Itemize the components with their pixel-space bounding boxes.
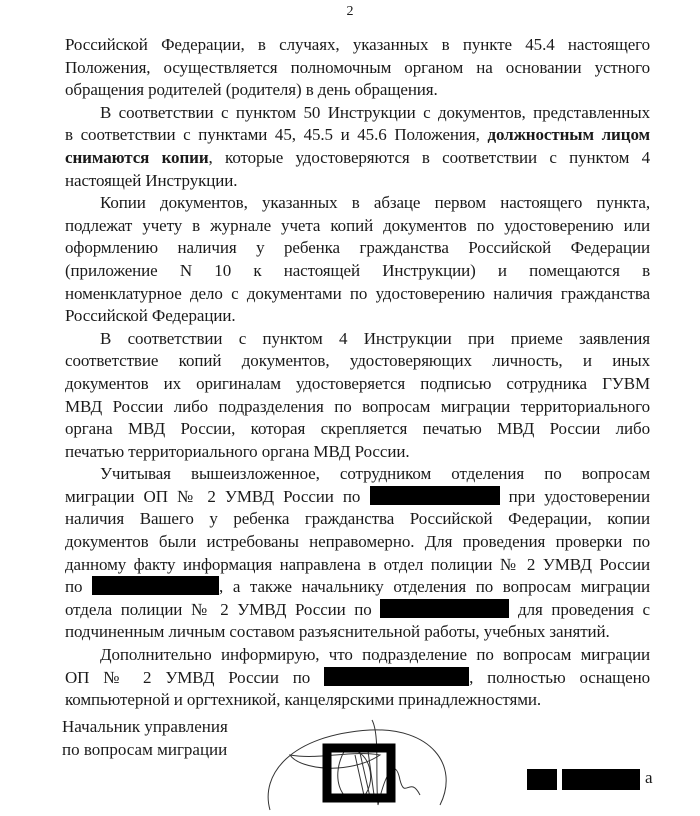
text-segment: в соответствии с пунктами 45, 45.5 и 45.6 Положения, <box>65 125 488 145</box>
text-segment: по <box>65 577 83 597</box>
text-segment: компьютерной и оргтехникой, канцелярскими принадлежностями. <box>65 690 541 710</box>
text-line <box>65 531 650 554</box>
text-segment: настоящей Инструкции. <box>65 170 238 190</box>
text-segment: Российской Федерации, в случаях, указанных в пункте 45.4 настоящего <box>65 35 650 54</box>
text-segment: Учитывая вышеизложенное, сотрудником отделения по вопросам <box>100 464 650 484</box>
redacted-initials <box>527 769 557 790</box>
redacted-text <box>92 576 219 595</box>
text-segment: наличия Вашего у ребенка гражданства Российской Федерации, копии <box>65 509 650 529</box>
text-line <box>65 79 650 102</box>
text-segment: (приложение N 10 к настоящей Инструкции) и помещаются в <box>65 260 650 280</box>
signatory-title-line-1: Начальник управления <box>62 717 228 736</box>
text-segment: Дополнительно информирую, что подразделение по вопросам миграции <box>100 645 650 665</box>
text-segment: ОП № 2 УМВД России по <box>65 667 311 687</box>
text-line <box>65 441 650 464</box>
text-line <box>65 215 650 238</box>
text-line <box>65 463 650 486</box>
text-line <box>65 373 650 396</box>
text-segment: Положения, осуществляется полномочным органом на основании устного <box>65 57 650 77</box>
handwritten-signature <box>260 715 460 816</box>
text-line <box>65 599 650 622</box>
text-line <box>65 328 650 351</box>
text-line <box>65 554 650 577</box>
text-segment: при удостоверении <box>508 486 650 506</box>
text-line <box>65 576 650 599</box>
text-segment: , которые удостоверяются в соответствии с пунктом 4 <box>208 147 651 167</box>
redacted-text <box>370 486 500 505</box>
bold-text: снимаются копии <box>65 147 209 167</box>
text-line <box>65 418 650 441</box>
text-line <box>65 102 650 125</box>
redacted-text <box>324 667 469 686</box>
text-segment: органа МВД России, которая скрепляется печатью МВД России либо <box>65 419 650 439</box>
text-segment: В соответствии с пунктом 50 Инструкции с документов, представленных <box>100 102 650 122</box>
text-segment: отдела полиции № 2 УМВД России по <box>65 599 372 619</box>
text-segment: , а также начальнику отделения по вопросам миграции <box>219 577 650 597</box>
text-line <box>65 34 650 57</box>
text-segment: Российской Федерации. <box>65 306 236 326</box>
text-line <box>65 57 650 80</box>
redacted-text <box>380 599 509 618</box>
text-segment: данному факту информация направлена в отдел полиции № 2 УМВД России <box>65 554 650 574</box>
text-line <box>65 192 650 215</box>
bold-text: должностным лицом <box>487 125 650 145</box>
text-segment: , полностью оснащено <box>469 667 651 687</box>
text-line <box>65 644 650 667</box>
signatory-title-line-2: по вопросам миграции <box>62 739 228 759</box>
text-segment: обращения родителей (родителя) в день обращения. <box>65 80 438 100</box>
text-segment: номенклатурное дело с документами по удостоверению наличия гражданства <box>65 283 650 303</box>
text-segment: оформлению наличия у ребенка гражданства Российской Федерации <box>65 238 650 258</box>
text-line <box>65 237 650 260</box>
text-line <box>65 147 650 170</box>
text-line <box>65 350 650 373</box>
text-segment: подчиненным личным составом разъяснительной работы, учебных занятий. <box>65 622 610 642</box>
text-segment: документов были истребованы неправомерно. Для проведения проверки по <box>65 532 650 552</box>
letter-body <box>65 34 650 712</box>
text-line <box>65 305 650 328</box>
page-number: 2 <box>346 4 354 19</box>
text-line <box>65 396 650 419</box>
text-line <box>65 508 650 531</box>
text-line <box>65 124 650 147</box>
text-line <box>65 170 650 193</box>
text-line <box>65 283 650 306</box>
signatory-name-suffix: а <box>645 768 653 787</box>
text-segment: МВД России либо подразделения по вопросам миграции территориального <box>65 396 650 416</box>
text-segment: печатью территориального органа МВД России. <box>65 441 410 461</box>
text-segment: подлежат учету в журнале учета копий документов по удостоверению или <box>65 215 650 235</box>
text-line <box>65 621 650 644</box>
text-segment: соответствие копий документов, удостоверяющих личность, и иных <box>65 351 650 371</box>
text-line <box>65 486 650 509</box>
text-line <box>65 260 650 283</box>
redacted-surname <box>562 769 640 790</box>
text-line <box>65 689 650 712</box>
text-line <box>65 667 650 690</box>
text-segment: миграции ОП № 2 УМВД России по <box>65 486 361 506</box>
text-segment: Копии документов, указанных в абзаце первом настоящего пункта, <box>100 193 650 213</box>
signatory-title <box>62 716 228 761</box>
text-segment: для проведения с <box>518 599 650 619</box>
text-segment: документов их оригиналам удостоверяется подписью сотрудника ГУВМ <box>65 373 650 393</box>
text-segment: В соответствии с пунктом 4 Инструкции при приеме заявления <box>100 328 650 348</box>
